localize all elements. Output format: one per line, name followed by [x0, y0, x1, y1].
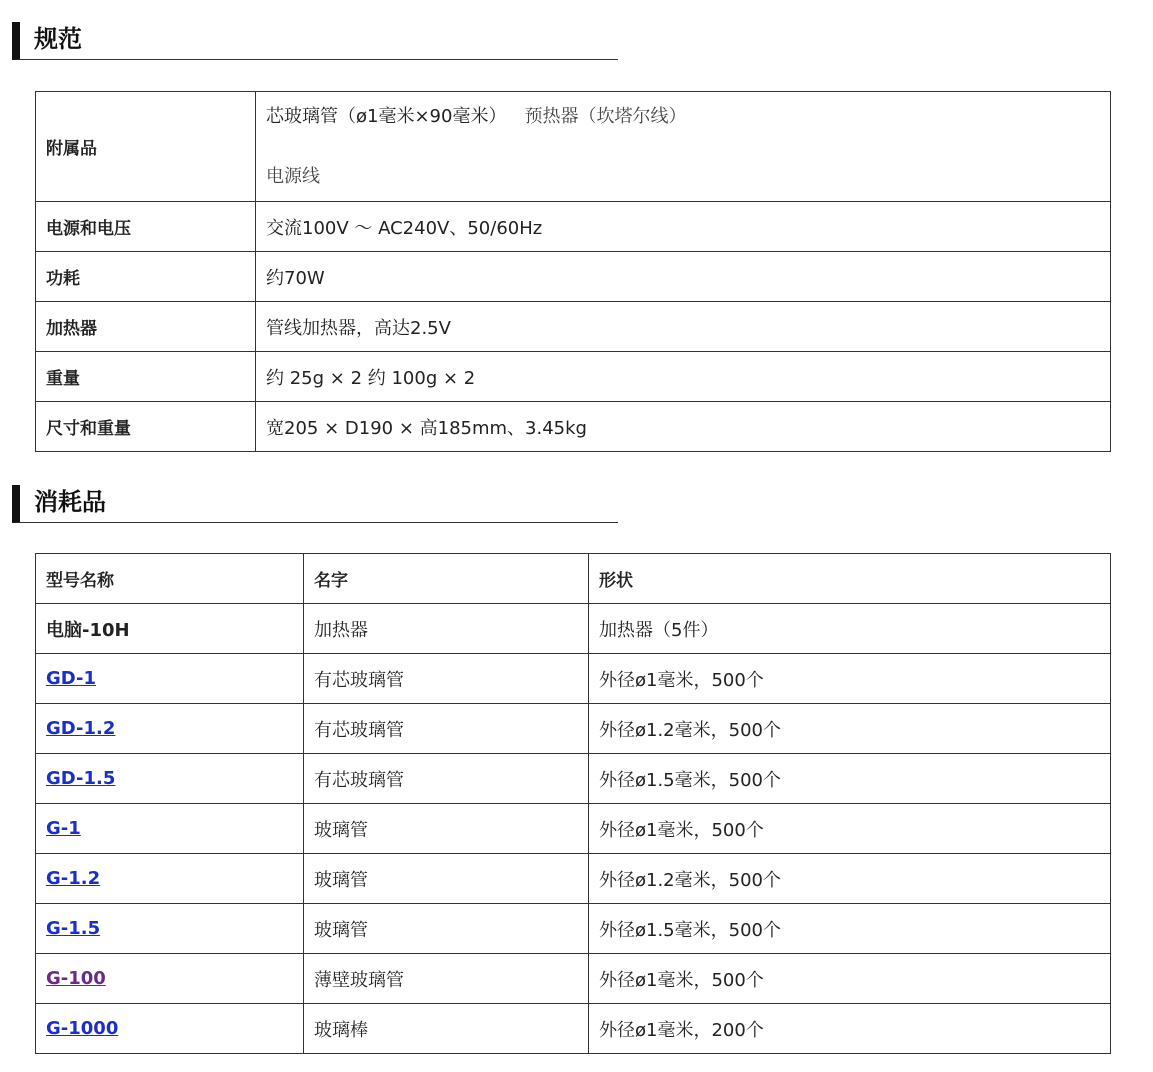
spec-row-power	[36, 202, 1111, 252]
model-link[interactable]: GD-1.5	[46, 768, 116, 789]
product-name: 有芯玻璃管	[304, 654, 589, 704]
product-shape: 外径ø1毫米，500个	[589, 654, 1111, 704]
product-name: 玻璃棒	[304, 1004, 589, 1054]
spec-value: 交流100V ～ AC240V、50/60Hz	[256, 202, 1111, 252]
consumables-section-heading	[12, 485, 618, 523]
spec-label: 功耗	[36, 252, 256, 302]
model-cell	[36, 654, 304, 704]
product-shape: 外径ø1.5毫米，500个	[589, 904, 1111, 954]
model-link[interactable]: G-1.5	[46, 918, 101, 939]
table-row	[36, 804, 1111, 854]
column-header-model: 型号名称	[36, 554, 304, 604]
model-link[interactable]: G-1	[46, 818, 81, 839]
spec-label: 尺寸和重量	[36, 402, 256, 452]
column-header-shape: 形状	[589, 554, 1111, 604]
consumables-table	[35, 553, 1111, 1054]
spec-value: 约70W	[256, 252, 1111, 302]
product-name: 加热器	[304, 604, 589, 654]
product-shape: 外径ø1毫米，500个	[589, 954, 1111, 1004]
spec-row-accessories	[36, 92, 1111, 202]
model-link[interactable]: G-1.2	[46, 868, 101, 889]
spec-row-consumption	[36, 252, 1111, 302]
model-cell	[36, 854, 304, 904]
accessory-item: 预热器（坎塔尔线）	[524, 105, 687, 127]
model-name: 电脑-10H	[36, 604, 304, 654]
model-cell	[36, 1004, 304, 1054]
model-cell	[36, 904, 304, 954]
spec-value: 宽205 × D190 × 高185mm、3.45kg	[256, 402, 1111, 452]
table-row	[36, 604, 1111, 654]
spec-row-weight	[36, 352, 1111, 402]
spec-label: 附属品	[36, 92, 256, 202]
product-shape: 加热器（5件）	[589, 604, 1111, 654]
product-shape: 外径ø1.2毫米，500个	[589, 854, 1111, 904]
spec-value: 约 25g × 2 约 100g × 2	[256, 352, 1111, 402]
table-row	[36, 654, 1111, 704]
table-row	[36, 954, 1111, 1004]
model-link[interactable]: G-100	[46, 968, 106, 989]
model-link[interactable]: GD-1.2	[46, 718, 116, 739]
spec-value: 管线加热器，高达2.5V	[256, 302, 1111, 352]
product-shape: 外径ø1.2毫米，500个	[589, 704, 1111, 754]
model-cell	[36, 804, 304, 854]
accessory-item: 芯玻璃管（ø1毫米×90毫米）	[266, 105, 507, 127]
spec-row-dimensions	[36, 402, 1111, 452]
product-name: 玻璃管	[304, 804, 589, 854]
spec-value	[256, 92, 1111, 202]
column-header-name: 名字	[304, 554, 589, 604]
model-link[interactable]: GD-1	[46, 668, 97, 689]
accessory-line-1	[266, 102, 1100, 132]
product-shape: 外径ø1毫米，500个	[589, 804, 1111, 854]
accessory-item: 电源线	[266, 165, 320, 187]
model-link[interactable]: G-1000	[46, 1018, 119, 1039]
spec-section-title: 规范	[34, 25, 82, 53]
product-name: 有芯玻璃管	[304, 754, 589, 804]
spec-label: 电源和电压	[36, 202, 256, 252]
product-name: 玻璃管	[304, 854, 589, 904]
spec-section-heading	[12, 22, 618, 60]
product-shape: 外径ø1.5毫米，500个	[589, 754, 1111, 804]
model-cell	[36, 954, 304, 1004]
spec-row-heater	[36, 302, 1111, 352]
table-row	[36, 1004, 1111, 1054]
table-row	[36, 704, 1111, 754]
table-row	[36, 854, 1111, 904]
spec-table	[35, 91, 1111, 452]
product-name: 薄壁玻璃管	[304, 954, 589, 1004]
consumables-section-title: 消耗品	[34, 488, 106, 516]
product-name: 有芯玻璃管	[304, 704, 589, 754]
model-cell	[36, 754, 304, 804]
spec-label: 加热器	[36, 302, 256, 352]
table-row	[36, 754, 1111, 804]
table-row	[36, 904, 1111, 954]
model-cell	[36, 704, 304, 754]
table-header-row	[36, 554, 1111, 604]
product-shape: 外径ø1毫米，200个	[589, 1004, 1111, 1054]
product-name: 玻璃管	[304, 904, 589, 954]
spec-label: 重量	[36, 352, 256, 402]
